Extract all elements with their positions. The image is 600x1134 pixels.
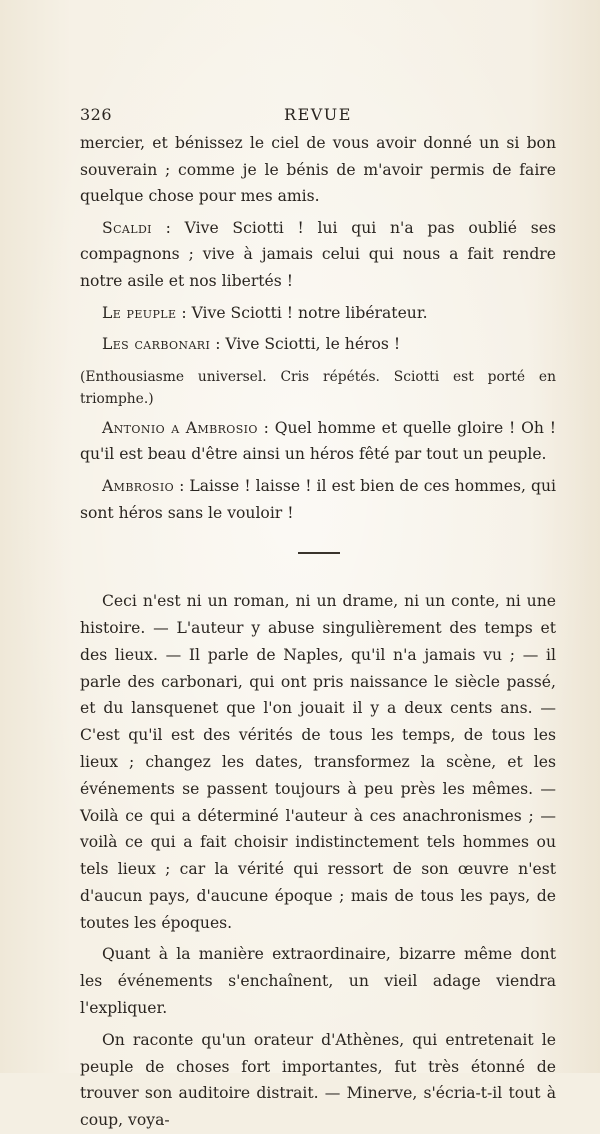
speaker-name: Ambrosio xyxy=(102,476,175,495)
speaker-name: Les carbonari xyxy=(102,335,211,354)
afterword-paragraph: On raconte qu'un orateur d'Athènes, qui entretenait le peuple de choses fort importantes, fut très étonné de trouver son auditoire distrait. — Minerve, s'écria-t-il tout à coup, voya- xyxy=(80,1030,556,1130)
page-header xyxy=(80,103,556,127)
speaker-separator: : xyxy=(210,335,226,354)
dialogue-text: Laisse ! laisse ! il est bien de ces hommes, qui sont héros sans le vouloir ! xyxy=(80,476,556,522)
dialogue-line-antonio xyxy=(80,415,556,468)
stage-direction: (Enthousiasme universel. Cris répétés. Sciotti est porté en triomphe.) xyxy=(80,368,556,407)
speaker-separator: : xyxy=(257,418,275,437)
speaker-name: Le peuple xyxy=(102,303,177,322)
dialogue-text: Vive Sciotti, le héros ! xyxy=(225,335,401,354)
running-head: REVUE xyxy=(284,105,352,124)
dialogue-line-ambrosio xyxy=(80,473,556,526)
speaker-name: Antonio a Ambrosio xyxy=(102,418,258,437)
dialogue-line-scaldi xyxy=(80,215,556,295)
page-number: 326 xyxy=(80,105,113,124)
speaker-name: Scaldi xyxy=(102,218,152,237)
afterword xyxy=(80,588,556,1134)
speaker-separator: : xyxy=(151,218,185,237)
dialogue-text: Quel homme et quelle gloire ! Oh ! qu'il est beau d'être ainsi un héros fêté par tout un peuple. xyxy=(80,418,557,464)
dialogue-line-les-carbonari xyxy=(80,331,556,358)
dialogue-text: Vive Sciotti ! lui qui n'a pas oublié ses compagnons ; vive à jamais celui qui nous a fait rendre notre asile et nos libertés ! xyxy=(80,218,556,290)
speaker-separator: : xyxy=(176,303,192,322)
section-divider xyxy=(80,526,556,588)
afterword-paragraph: Quant à la manière extraordinaire, bizarre même dont les événements s'enchaînent, un vieil adage viendra l'expliquer. xyxy=(80,945,556,1018)
afterword-paragraph: Ceci n'est ni un roman, ni un drame, ni un conte, ni une histoire. — L'auteur y abuse singulièrement des temps et des lieux. — Il parle de Naples, qu'il n'a jamais vu ; — il parle des carbonari, qui ont pris naissance le siècle passé, et du lansquenet que l'on jouait il y a deux cents ans. — C'est qu'il est des vérités de tous les temps, de tous les lieux ; changez les dates, transformez la scène, et les événements se passent toujours à peu près les mêmes. — Voilà ce qui a déterminé l'auteur à ces anachronismes ; — voilà ce qui a fait choisir indistinctement tels hommes ou tels lieux ; car la vérité qui ressort de son œuvre n'est d'aucun pays, d'aucune époque ; mais de tous les pays, de toutes les époques. xyxy=(80,592,556,932)
speaker-separator: : xyxy=(174,476,190,495)
dialogue-line-le-peuple xyxy=(80,300,556,327)
text-block xyxy=(80,103,556,1134)
dialogue-continuation: mercier, et bénissez le ciel de vous avoir donné un si bon souverain ; comme je le bénis de m'avoir permis de faire quelque chose pour mes amis. xyxy=(80,134,556,206)
section-rule xyxy=(298,552,340,554)
dialogue-text: Vive Sciotti ! notre libérateur. xyxy=(191,303,428,322)
